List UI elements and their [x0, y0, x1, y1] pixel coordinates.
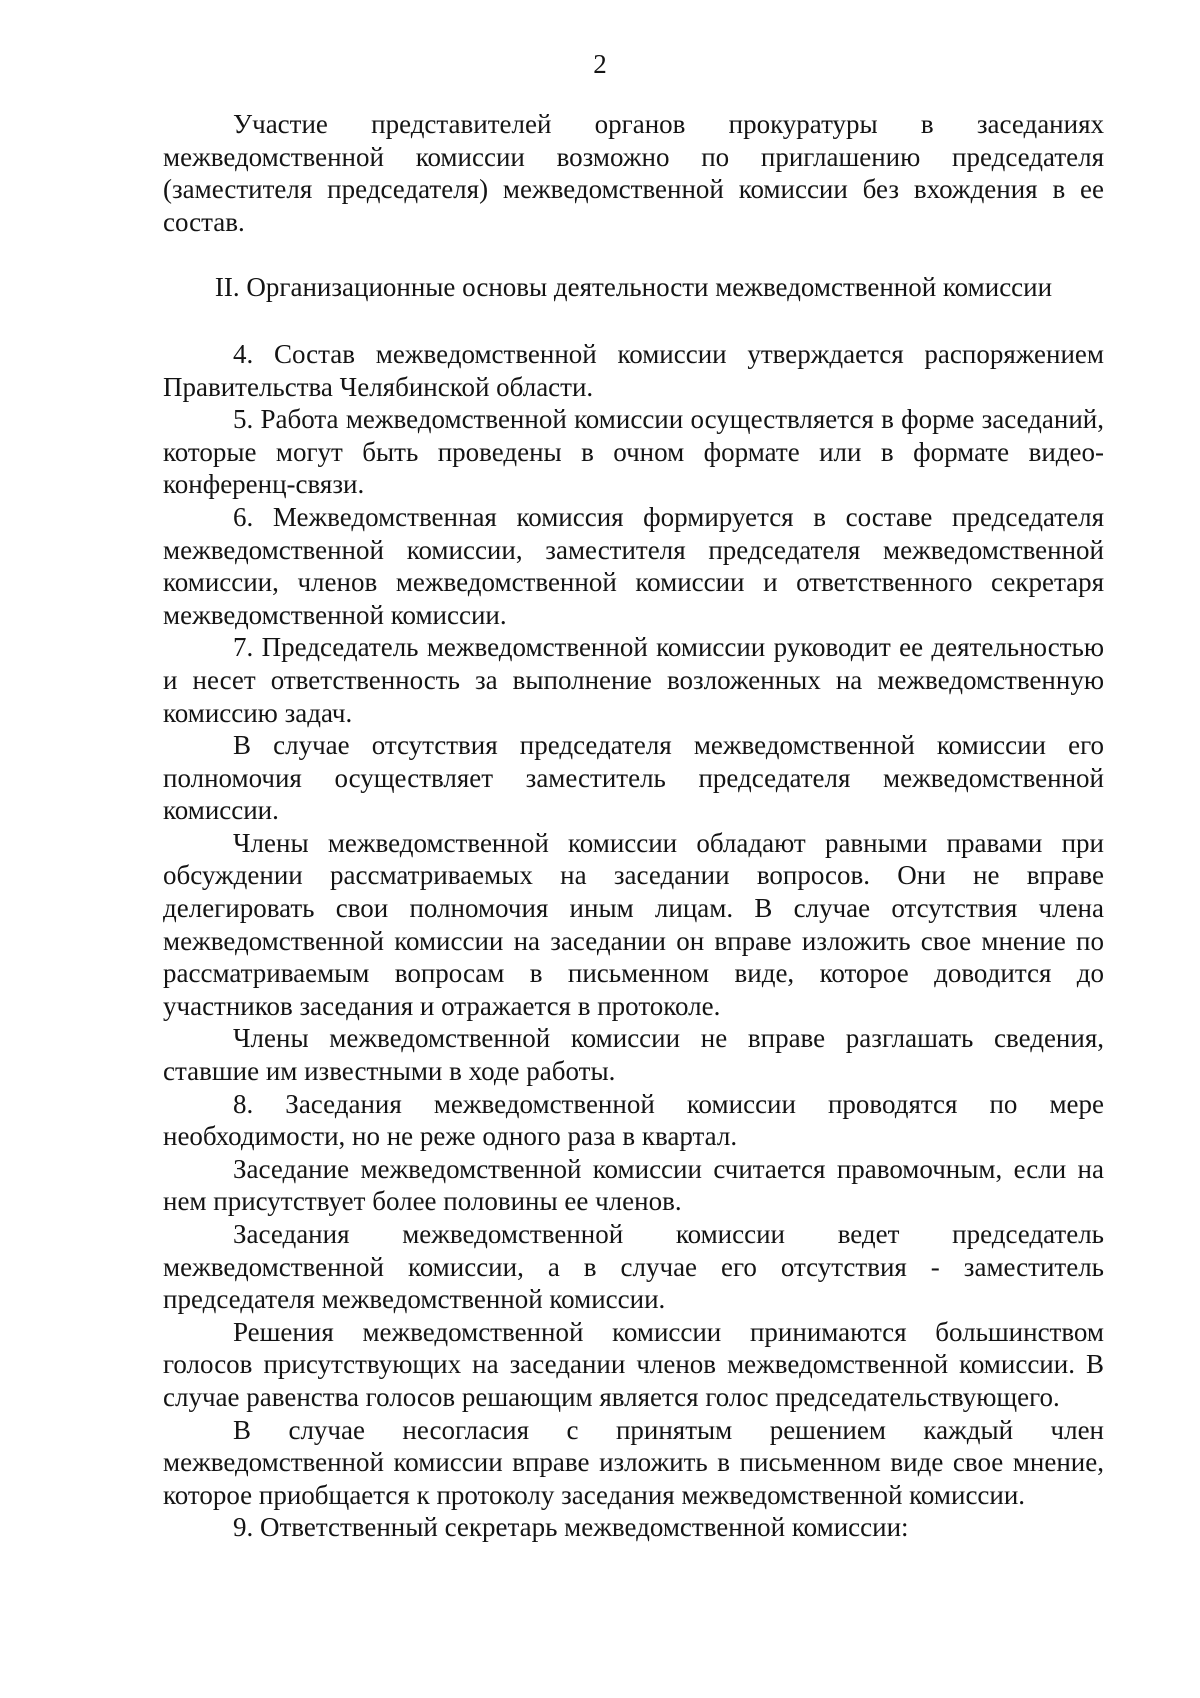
paragraph-item-8-chairing: Заседания межведомственной комиссии ведет председатель межведомственной комиссии, а в случае его отсутствия - заместитель председателя межведомственной комиссии.: [163, 1219, 1104, 1315]
paragraph-item-7: 7. Председатель межведомственной комиссии руководит ее деятельностью и несет ответственность за выполнение возложенных на межведомственную комиссию задач.: [163, 632, 1104, 728]
paragraph-item-4: 4. Состав межведомственной комиссии утверждается распоряжением Правительства Челябинской области.: [163, 338, 1104, 402]
paragraph-item-8-decisions: Решения межведомственной комиссии принимаются большинством голосов присутствующих на заседании членов межведомственной комиссии. В случае равенства голосов решающим является голос председательствующего.: [163, 1316, 1104, 1412]
paragraph-item-8-quorum: Заседание межведомственной комиссии считается правомочным, если на нем присутствует более половины ее членов.: [163, 1153, 1104, 1217]
paragraph-item-7-members-rights: Члены межведомственной комиссии обладают равными правами при обсуждении рассматриваемых на заседании вопросов. Они не вправе делегировать свои полномочия иным лицам. В случае отсутствия члена межведомственной комиссии на заседании он вправе изложить свое мнение по рассматриваемым вопросам в письменном виде, которое доводится до участников заседания и отражается в протоколе.: [163, 827, 1104, 1021]
paragraph-item-8-dissent: В случае несогласия с принятым решением каждый член межведомственной комиссии вправе изложить в письменном виде свое мнение, которое приобщается к протоколу заседания межведомственной комиссии.: [163, 1414, 1104, 1510]
paragraph-intro: Участие представителей органов прокуратуры в заседаниях межведомственной комиссии возможно по приглашению председателя (заместителя председателя) межведомственной комиссии без вхождения в ее состав.: [163, 109, 1104, 237]
section-heading: II. Организационные основы деятельности межведомственной комиссии: [214, 272, 1053, 303]
paragraph-item-8: 8. Заседания межведомственной комиссии проводятся по мере необходимости, но не реже одного раза в квартал.: [163, 1088, 1104, 1152]
paragraph-item-9: 9. Ответственный секретарь межведомственной комиссии:: [233, 1512, 909, 1543]
paragraph-item-7-substitute: В случае отсутствия председателя межведомственной комиссии его полномочия осуществляет заместитель председателя межведомственной комиссии.: [163, 730, 1104, 826]
paragraph-item-5: 5. Работа межведомственной комиссии осуществляется в форме заседаний, которые могут быть проведены в очном формате или в формате видео-конференц-связи.: [163, 404, 1104, 500]
paragraph-item-6: 6. Межведомственная комиссия формируется в составе председателя межведомственной комиссии, заместителя председателя межведомственной комиссии, членов межведомственной комиссии и ответственного секретаря межведомственной комиссии.: [163, 501, 1104, 630]
document-body: [163, 108, 1104, 1544]
page-number: 2: [593, 49, 607, 79]
paragraph-item-7-confidentiality: Члены межведомственной комиссии не вправе разглашать сведения, ставшие им известными в ходе работы.: [163, 1023, 1104, 1087]
